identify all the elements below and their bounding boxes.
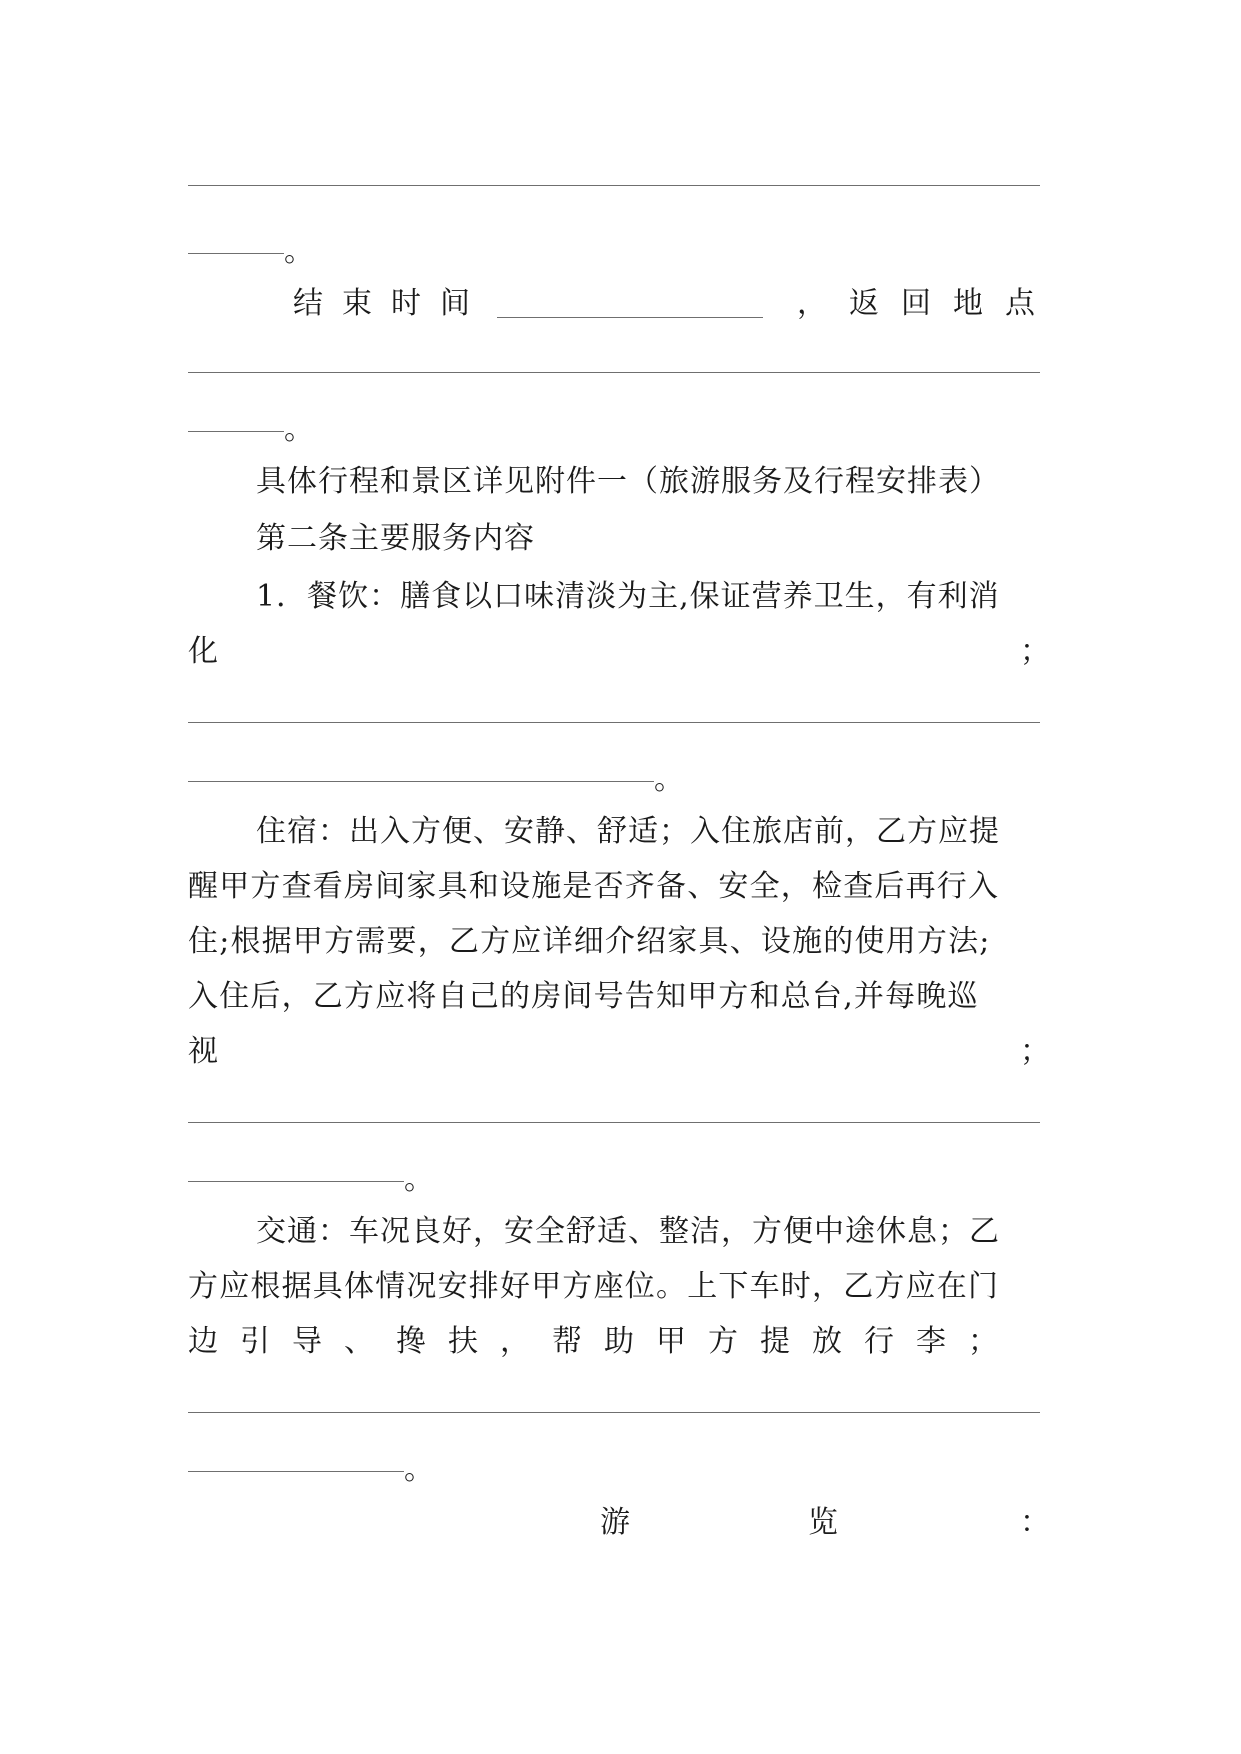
catering-line1: 1．餐饮：膳食以口味清淡为主,保证营养卫生，有利消 [256, 579, 1000, 614]
lodging-line5: 视 [188, 1034, 218, 1069]
end-time-label: 结束时间 [293, 286, 489, 321]
tour-label-1: 游 [600, 1505, 630, 1540]
return-place-label: 返回地点 [849, 286, 1057, 321]
lodging-line2: 醒甲方查看房间家具和设施是否齐备、安全，检查后再行入 [188, 869, 1000, 904]
end-time-line [293, 284, 1059, 324]
blank-rule [188, 1122, 1040, 1123]
blank-stub: 。 [188, 1160, 1060, 1200]
article-2-title: 第二条主要服务内容 [256, 521, 535, 556]
catering-semicolon: ； [1020, 634, 1050, 669]
blank-stub: 。 [188, 232, 1060, 272]
lodging-line1: 住宿：出入方便、安静、舒适；入住旅店前，乙方应提 [256, 814, 1000, 849]
catering-line2: 化 [188, 634, 218, 669]
blank-rule [188, 372, 1040, 373]
lodging-line3: 住;根据甲方需要，乙方应详细介绍家具、设施的使用方法; [188, 924, 991, 959]
blank-stub: 。 [188, 760, 1060, 800]
itinerary-note: 具体行程和景区详见附件一（旅游服务及行程安排表） [256, 464, 1000, 499]
blank-rule [188, 722, 1040, 723]
tour-label-2: 览 [808, 1505, 838, 1540]
lodging-line4: 入住后，乙方应将自己的房间号告知甲方和总台,并每晚巡 [188, 979, 979, 1014]
transport-line3: 边引导、搀扶，帮助甲方提放行李； [188, 1324, 1020, 1359]
transport-line1: 交通：车况良好，安全舒适、整洁，方便中途休息；乙 [256, 1214, 1000, 1249]
blank-stub: 。 [188, 410, 1060, 450]
blank-rule [188, 1412, 1040, 1413]
transport-line2: 方应根据具体情况安排好甲方座位。上下车时，乙方应在门 [188, 1269, 1000, 1304]
end-time-blank [497, 317, 763, 318]
comma: ， [797, 286, 827, 321]
lodging-semicolon: ； [1020, 1034, 1050, 1069]
blank-rule [188, 185, 1040, 186]
tour-colon: ： [1020, 1505, 1050, 1540]
blank-stub: 。 [188, 1450, 1060, 1490]
